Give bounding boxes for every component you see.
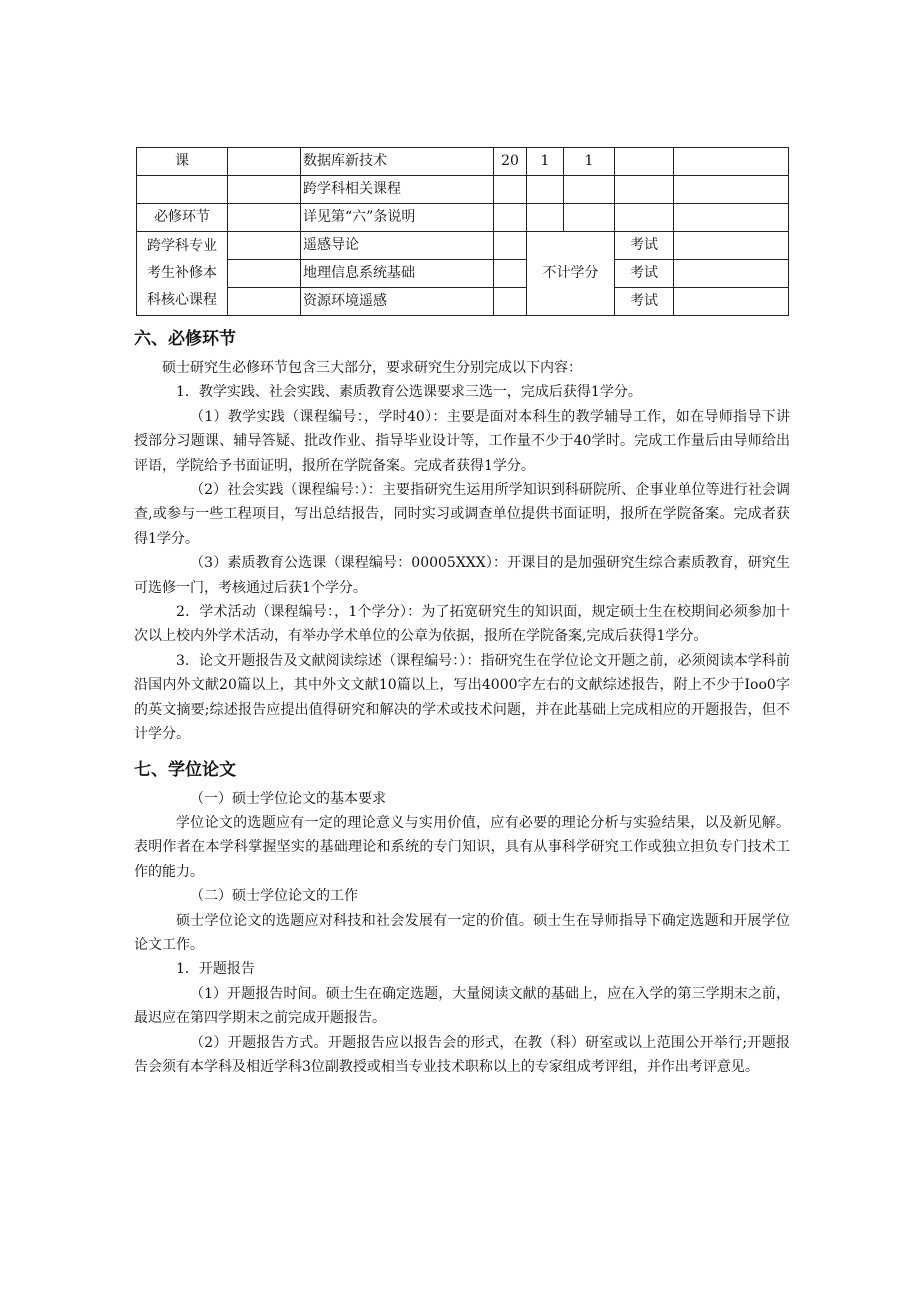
- table-cell-note: [674, 148, 789, 176]
- table-cell-note: [674, 232, 789, 260]
- remedial-group-cell: [137, 232, 228, 316]
- section-7-item-1: 1．开题报告: [176, 961, 255, 978]
- course-table: [136, 147, 789, 316]
- table-cell-note: [674, 260, 789, 288]
- table-cell-hours: [494, 232, 527, 260]
- credit-note-cell: 不计学分: [527, 232, 615, 316]
- section-6-item-1: 1．教学实践、社会实践、素质教育公选课要求三选一，完成后获得1学分。: [176, 384, 642, 401]
- table-cell-assessment: [615, 176, 674, 204]
- table-row: [137, 288, 789, 316]
- table-cell-empty: [228, 288, 301, 316]
- table-cell-note: [674, 204, 789, 232]
- table-cell-course-name: 遥感导论: [301, 232, 494, 260]
- table-cell-course-name: 详见第“六”条说明: [301, 204, 494, 232]
- table-cell-credits: [527, 204, 564, 232]
- table-row: [137, 232, 789, 260]
- section-6-item-1b: （2）社会实践（课程编号：）：主要指研究生运用所学知识到科研院所、企事业单位等进行社会调查,或参与一些工程项目，写出总结报告，同时实习或调查单位提供书面证明，报所在学院备案。完成者获得1学分。: [134, 482, 790, 547]
- remedial-group-line: 考生补修本: [147, 265, 217, 281]
- table-cell-assessment: 考试: [615, 288, 674, 316]
- table-cell-assessment: 考试: [615, 232, 674, 260]
- table-cell-course-name: 跨学科相关课程: [301, 176, 494, 204]
- section-6-item-2: 2．学术活动（课程编号：，1个学分）：为了拓宽研究生的知识面，规定硕士生在校期间必须参加十次以上校内外学术活动，有举办学术单位的公章为依据，报所在学院备案,完成后获得1学分。: [134, 604, 790, 645]
- section-7-item-1a: （1）开题报告时间。硕士生在确定选题，大量阅读文献的基础上，应在入学的第三学期末之前，最迟应在第四学期末之前完成开题报告。: [134, 985, 790, 1027]
- table-cell-term: [564, 204, 615, 232]
- section-6-item-1c: （3）素质教育公选课（课程编号：00005XXX）：开课目的是加强研究生综合素质教育，研究生可选修一门，考核通过后获1个学分。: [134, 555, 790, 596]
- section-6-item-1a: （1）教学实践（课程编号：，学时40）：主要是面对本科生的教学辅导工作，如在导师指导下讲授部分习题课、辅导答疑、批改作业、指导毕业设计等，工作量不少于40学时。完成工作量后由导师给出评语，学院给予书面证明，报所在学院备案。完成者获得1学分。: [134, 408, 790, 474]
- table-cell-hours: [494, 260, 527, 288]
- table-row: [137, 204, 789, 232]
- remedial-group-line: 跨学科专业: [147, 238, 217, 254]
- table-cell-credits: [527, 176, 564, 204]
- section-7-para-1: 学位论文的选题应有一定的理论意义与实用价值，应有必要的理论分析与实验结果，以及新见解。表明作者在本学科掌握坚实的基础理论和系统的专门知识，具有从事科学研究工作或独立担负专门技术工作的能力。: [134, 814, 790, 880]
- section-7-item-1b: （2）开题报告方式。开题报告应以报告会的形式，在教（科）研室或以上范围公开举行;开题报告会须有本学科及相近学科3位副教授或相当专业技术职称以上的专家组成考评组，并作出考评意见。: [134, 1034, 790, 1075]
- table-cell-term: [564, 176, 615, 204]
- table-row: [137, 260, 789, 288]
- table-cell-hours: [494, 204, 527, 232]
- table-cell-course-name: 地理信息系统基础: [301, 260, 494, 288]
- section-7-subheading-1: （一）硕士学位论文的基本要求: [190, 790, 386, 807]
- table-cell-group: [137, 176, 228, 204]
- table-cell-note: [674, 288, 789, 316]
- table-cell-empty: [228, 176, 301, 204]
- table-cell-note: [674, 176, 789, 204]
- table-cell-hours: [494, 288, 527, 316]
- table-cell-course-name: 资源环境遥感: [301, 288, 494, 316]
- table-cell-empty: [228, 204, 301, 232]
- table-cell-group: 必修环节: [137, 204, 228, 232]
- table-cell-group: 课: [137, 148, 228, 176]
- section-7-para-2: 硕士学位论文的选题应对科技和社会发展有一定的价值。硕士生在导师指导下确定选题和开展学位论文工作。: [134, 912, 790, 953]
- document-body: [134, 322, 790, 1079]
- section-6-heading: 六、必修环节: [134, 329, 236, 349]
- table-cell-course-name: 数据库新技术: [301, 148, 494, 176]
- table-cell-assessment: [615, 204, 674, 232]
- table-cell-assessment: 考试: [615, 260, 674, 288]
- table-cell-credits: 1: [527, 148, 564, 176]
- table-row: [137, 176, 789, 204]
- table-cell-empty: [228, 260, 301, 288]
- table-row: [137, 148, 789, 176]
- course-table-wrap: [136, 147, 789, 316]
- table-cell-term: 1: [564, 148, 615, 176]
- section-7-heading: 七、学位论文: [134, 759, 236, 780]
- section-6-item-3: 3．论文开题报告及文献阅读综述（课程编号：）：指研究生在学位论文开题之前，必须阅读本学科前沿国内外文献20篇以上，其中外文文献10篇以上，写出4000字左右的文献综述报告，附上不少于Ioo0字的英文摘要;综述报告应提出值得研究和解决的学术或技术问题，并在此基础上完成相应的开题报告，但不计学分。: [134, 652, 790, 743]
- table-cell-hours: 20: [494, 148, 527, 176]
- section-7-subheading-2: （二）硕士学位论文的工作: [190, 888, 358, 905]
- section-6-intro: 硕士研究生必修环节包含三大部分，要求研究生分别完成以下内容：: [162, 360, 582, 376]
- table-cell-empty: [228, 232, 301, 260]
- table-cell-assessment: [615, 148, 674, 176]
- remedial-group-line: 科核心课程: [147, 292, 217, 308]
- table-cell-empty: [228, 148, 301, 176]
- table-cell-hours: [494, 176, 527, 204]
